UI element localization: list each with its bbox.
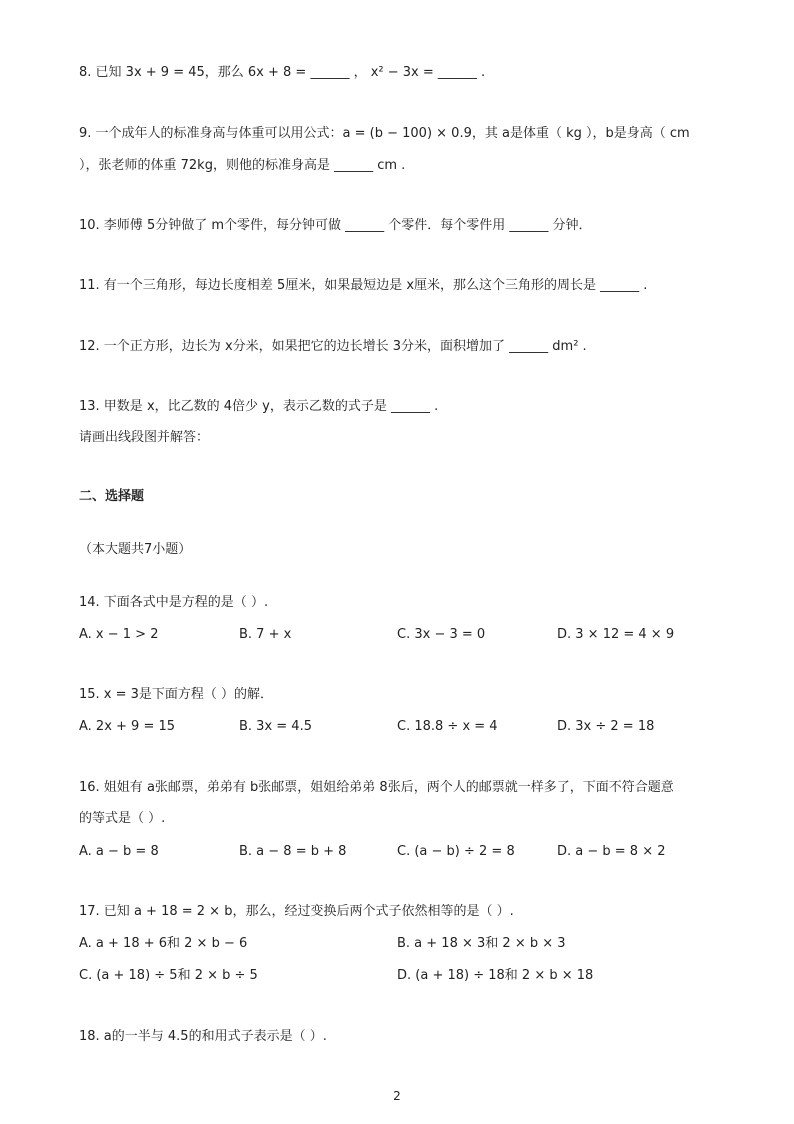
question-9-line2: ），张老师的体重 72kg，则他的标准身高是 ______ cm .	[79, 158, 406, 173]
question-16-stem-line2: 的等式是（ ）.	[79, 811, 166, 826]
question-16-stem-line1: 16. 姐姐有 a张邮票，弟弟有 b张邮票，姐姐给弟弟 8张后，两个人的邮票就一样多了，下面不符合题意	[79, 780, 674, 795]
q16-option-b: B. a − 8 = b + 8	[239, 844, 347, 859]
section-subtitle: （本大题共7小题）	[79, 542, 192, 557]
q14-option-d: D. 3 × 12 = 4 × 9	[557, 627, 675, 642]
q14-option-a: A. x − 1 > 2	[79, 627, 159, 642]
q17-option-b: B. a + 18 × 3和 2 × b × 3	[397, 936, 566, 951]
q15-option-c: C. 18.8 ÷ x = 4	[397, 719, 498, 734]
question-11: 11. 有一个三角形，每边长度相差 5厘米，如果最短边是 x厘米，那么这个三角形的周长是 ______ .	[79, 278, 648, 293]
question-14-stem: 14. 下面各式中是方程的是（ ）.	[79, 595, 269, 610]
q16-option-a: A. a − b = 8	[79, 844, 159, 859]
question-13-note: 请画出线段图并解答：	[79, 430, 210, 445]
q16-option-d: D. a − b = 8 × 2	[557, 844, 666, 859]
q15-option-a: A. 2x + 9 = 15	[79, 719, 176, 734]
page-number: 2	[393, 1089, 401, 1103]
q17-option-c: C. (a + 18) ÷ 5和 2 × b ÷ 5	[79, 968, 258, 983]
question-17-stem: 17. 已知 a + 18 = 2 × b，那么，经过变换后两个式子依然相等的是（ ）.	[79, 904, 514, 919]
question-12: 12. 一个正方形，边长为 x分米，如果把它的边长增长 3分米，面积增加了 ______ dm² .	[79, 339, 587, 354]
question-18-stem: 18. a的一半与 4.5的和用式子表示是（ ）.	[79, 1029, 327, 1044]
q17-option-a: A. a + 18 + 6和 2 × b − 6	[79, 936, 248, 951]
q14-option-c: C. 3x − 3 = 0	[397, 627, 486, 642]
section-title: 二、选择题	[79, 489, 145, 504]
question-8: 8. 已知 3x + 9 = 45，那么 6x + 8 = ______ ， x² − 3x = ______ .	[79, 65, 486, 80]
q14-option-b: B. 7 + x	[239, 627, 292, 642]
question-13: 13. 甲数是 x，比乙数的 4倍少 y，表示乙数的式子是 ______ .	[79, 399, 439, 414]
question-9-line1: 9. 一个成年人的标准身高与体重可以用公式：a = (b − 100) × 0.9，其 a是体重（ kg ），b是身高（ cm	[79, 126, 690, 141]
q15-option-d: D. 3x ÷ 2 = 18	[557, 719, 655, 734]
question-10: 10. 李师傅 5分钟做了 m个零件，每分钟可做 ______ 个零件．每个零件用 ______ 分钟．	[79, 218, 592, 233]
q16-option-c: C. (a − b) ÷ 2 = 8	[397, 844, 515, 859]
q17-option-d: D. (a + 18) ÷ 18和 2 × b × 18	[397, 968, 594, 983]
question-15-stem: 15. x = 3是下面方程（ ）的解．	[79, 687, 274, 702]
q15-option-b: B. 3x = 4.5	[239, 719, 312, 734]
